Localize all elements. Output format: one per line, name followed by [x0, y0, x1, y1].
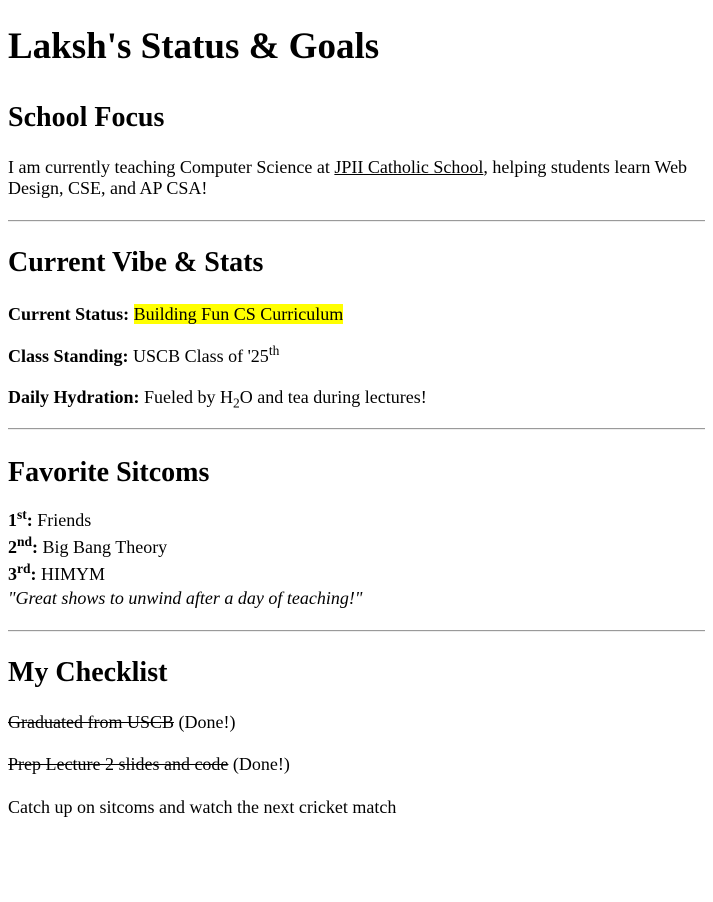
hydration-sub: 2 [233, 395, 240, 411]
checklist-task-done: Prep Lecture 2 slides and code [8, 754, 229, 775]
class-standing-sup: th [268, 342, 280, 358]
checklist-task: Catch up on sitcoms and watch the next cricket match [8, 797, 397, 818]
checklist-item [8, 797, 705, 819]
sitcom-item: 3rd: HIMYM [8, 561, 106, 585]
checklist-note: (Done!) [232, 754, 290, 775]
school-text-before: I am currently teaching Computer Science at [8, 156, 335, 177]
checklist-note: (Done!) [178, 711, 236, 732]
section-divider [8, 630, 705, 632]
sitcom-rank-sup: st [17, 507, 27, 523]
checklist-item [8, 754, 705, 776]
sitcom-name: Big Bang Theory [42, 537, 168, 558]
checklist-heading: My Checklist [8, 656, 168, 688]
daily-hydration-label: Daily Hydration: [8, 387, 140, 408]
sitcom-rank-sup: nd [17, 534, 33, 550]
school-text-after: , helping students learn Web Design, CSE, and AP CSA! [8, 156, 688, 199]
sitcom-rank: 1 [8, 510, 17, 531]
class-standing [8, 342, 705, 368]
school-focus-heading: School Focus [8, 101, 165, 133]
sitcom-list [8, 507, 705, 610]
section-divider [8, 428, 705, 430]
vibe-heading: Current Vibe & Stats [8, 246, 264, 278]
school-focus-text [8, 157, 705, 200]
sitcom-rank-sup: rd [17, 561, 31, 577]
hydration-text-after: O and tea during lectures! [239, 387, 427, 408]
sitcom-item: 1st: Friends [8, 507, 92, 531]
hydration-text-before: Fueled by H [144, 387, 234, 408]
school-link[interactable]: JPII Catholic School [334, 156, 484, 177]
sitcom-name: Friends [37, 510, 92, 531]
daily-hydration [8, 387, 705, 409]
sitcom-quote: "Great shows to unwind after a day of teaching!" [8, 588, 363, 609]
class-standing-value: USCB Class of '25 [133, 345, 269, 366]
current-status-value: Building Fun CS Curriculum [133, 304, 344, 325]
page-title: Laksh's Status & Goals [8, 26, 380, 67]
section-divider [8, 220, 705, 222]
current-status [8, 304, 705, 326]
checklist-task-done: Graduated from USCB [8, 711, 174, 732]
sitcom-item: 2nd: Big Bang Theory [8, 534, 168, 558]
sitcom-rank: 3 [8, 564, 17, 585]
sitcom-name: HIMYM [41, 564, 106, 585]
sitcoms-heading: Favorite Sitcoms [8, 456, 210, 488]
sitcom-rank: 2 [8, 537, 17, 558]
class-standing-label: Class Standing: [8, 345, 129, 366]
current-status-label: Current Status: [8, 304, 130, 325]
checklist-item [8, 712, 705, 734]
